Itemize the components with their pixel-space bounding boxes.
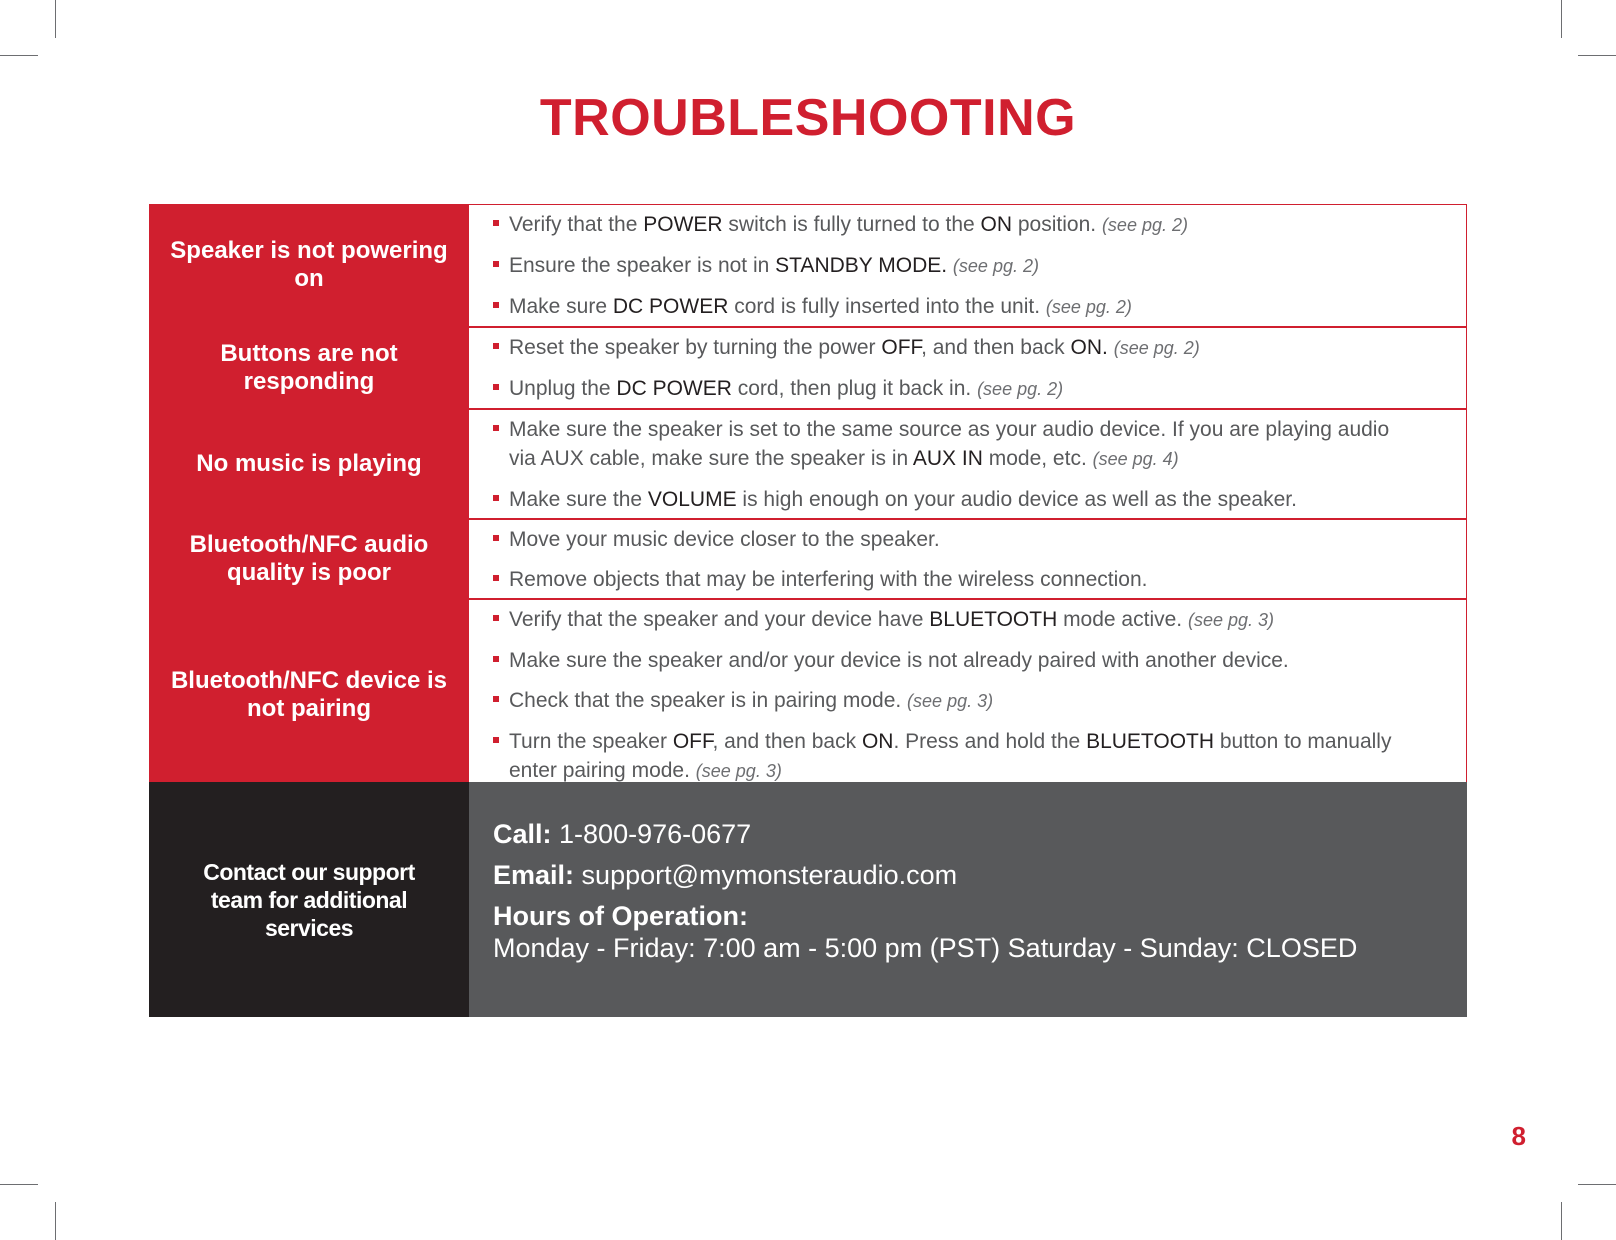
call-label: Call: [493, 819, 552, 849]
solution-item [493, 727, 1406, 786]
solution-text: Verify that the speaker and your device have [509, 608, 930, 631]
contact-hours [493, 900, 1443, 964]
solution-text: cord, then plug it back in. [731, 377, 978, 400]
solutions-list [469, 410, 1467, 518]
highlighted-term: POWER [643, 213, 723, 236]
solution-item [493, 605, 1406, 635]
crop-mark [1561, 1202, 1562, 1240]
highlighted-term: ON. [1070, 336, 1108, 359]
solution-item [493, 646, 1406, 675]
page-reference: (see pg. 2) [1101, 215, 1188, 235]
solution-text: Make sure [509, 295, 613, 318]
solution-text: position. [1012, 213, 1102, 236]
table-row [149, 600, 1467, 790]
solution-text: , and then back [712, 730, 862, 753]
solution-text: Remove objects that may be interfering with the wireless connection. [509, 568, 1148, 591]
page-reference: (see pg. 2) [977, 379, 1064, 399]
troubleshooting-table [149, 204, 1467, 790]
problem-label: Speaker is not powering on [149, 204, 469, 326]
highlighted-term: BLUETOOTH [1086, 730, 1215, 753]
page-reference: (see pg. 2) [1045, 297, 1132, 317]
table-row [149, 520, 1467, 600]
crop-mark [1578, 55, 1616, 56]
crop-mark [55, 0, 56, 38]
solution-text: Make sure the [509, 488, 648, 511]
solution-item [493, 686, 1406, 716]
highlighted-term: VOLUME [647, 488, 737, 511]
solution-text: Make sure the speaker is set to the same source as your audio device. If you are playing audio via AUX cable, make sure the speaker is in [509, 418, 1390, 470]
hours-value: Monday - Friday: 7:00 am - 5:00 pm (PST) Saturday - Sunday: CLOSED [493, 933, 1358, 963]
crop-mark [55, 1202, 56, 1240]
table-row [149, 410, 1467, 520]
solutions-list [469, 600, 1467, 790]
phone-number[interactable]: 1-800-976-0677 [559, 819, 752, 849]
solution-text: Reset the speaker by turning the power [509, 336, 882, 359]
page-reference: (see pg. 2) [952, 256, 1039, 276]
solution-text: Turn the speaker [509, 730, 673, 753]
contact-details [469, 782, 1467, 1017]
page-reference: (see pg. 2) [1113, 338, 1200, 358]
crop-mark [1578, 1184, 1616, 1185]
solution-text: mode active. [1057, 608, 1188, 631]
solution-text: Ensure the speaker is not in [509, 254, 776, 277]
problem-label: Bluetooth/NFC audio quality is poor [149, 520, 469, 598]
solution-item [493, 292, 1406, 322]
problem-label: Bluetooth/NFC device is not pairing [149, 600, 469, 790]
solutions-list [469, 204, 1467, 326]
email-address[interactable]: support@mymonsteraudio.com [581, 860, 958, 890]
crop-mark [0, 55, 38, 56]
table-row [149, 204, 1467, 328]
table-row [149, 328, 1467, 410]
email-label: Email: [493, 860, 575, 890]
highlighted-term: ON [980, 213, 1013, 236]
contact-call [493, 818, 1443, 850]
solution-text: Make sure the speaker and/or your device is not already paired with another device. [509, 649, 1289, 672]
page-title: TROUBLESHOOTING [539, 89, 1077, 147]
solution-text: Check that the speaker is in pairing mode. [509, 689, 908, 712]
highlighted-term: DC POWER [616, 377, 732, 400]
solutions-list [469, 520, 1467, 598]
solution-text: is high enough on your audio device as well as the speaker. [736, 488, 1297, 511]
highlighted-term: BLUETOOTH [929, 608, 1058, 631]
highlighted-term: OFF [881, 336, 922, 359]
solution-text: Move your music device closer to the speaker. [509, 528, 940, 551]
solution-text: Unplug the [509, 377, 617, 400]
solution-item [493, 333, 1406, 363]
page-reference: (see pg. 3) [1187, 610, 1275, 630]
highlighted-term: STANDBY MODE. [775, 254, 948, 277]
solution-text: switch is fully turned to the [722, 213, 981, 236]
solution-text: cord is fully inserted into the unit. [728, 295, 1046, 318]
page-reference: (see pg. 3) [695, 761, 782, 781]
problem-label: No music is playing [149, 410, 469, 518]
solution-item [493, 485, 1406, 514]
contact-panel [149, 782, 1467, 1017]
solution-item [493, 415, 1406, 474]
solution-item [493, 565, 1406, 594]
solution-text: mode, etc. [982, 447, 1093, 470]
hours-label: Hours of Operation: [493, 901, 748, 931]
highlighted-term: ON [861, 730, 894, 753]
solutions-list [469, 328, 1467, 408]
crop-mark [1561, 0, 1562, 38]
highlighted-term: AUX IN [912, 447, 983, 470]
page-number: 8 [1511, 1121, 1526, 1151]
contact-label: Contact our support team for additional services [149, 782, 469, 1017]
solution-item [493, 374, 1406, 404]
highlighted-term: DC POWER [612, 295, 729, 318]
highlighted-term: OFF [672, 730, 713, 753]
solution-text: , and then back [921, 336, 1071, 359]
solution-text: Verify that the [509, 213, 644, 236]
page-reference: (see pg. 4) [1092, 449, 1179, 469]
solution-item [493, 525, 1406, 554]
problem-label: Buttons are not responding [149, 328, 469, 408]
contact-email [493, 859, 1443, 891]
page-reference: (see pg. 3) [907, 691, 994, 711]
solution-item [493, 210, 1406, 240]
crop-mark [0, 1184, 38, 1185]
solution-text: button to manually enter pairing mode. [509, 730, 1392, 782]
solution-item [493, 251, 1406, 281]
solution-text: . Press and hold the [893, 730, 1087, 753]
